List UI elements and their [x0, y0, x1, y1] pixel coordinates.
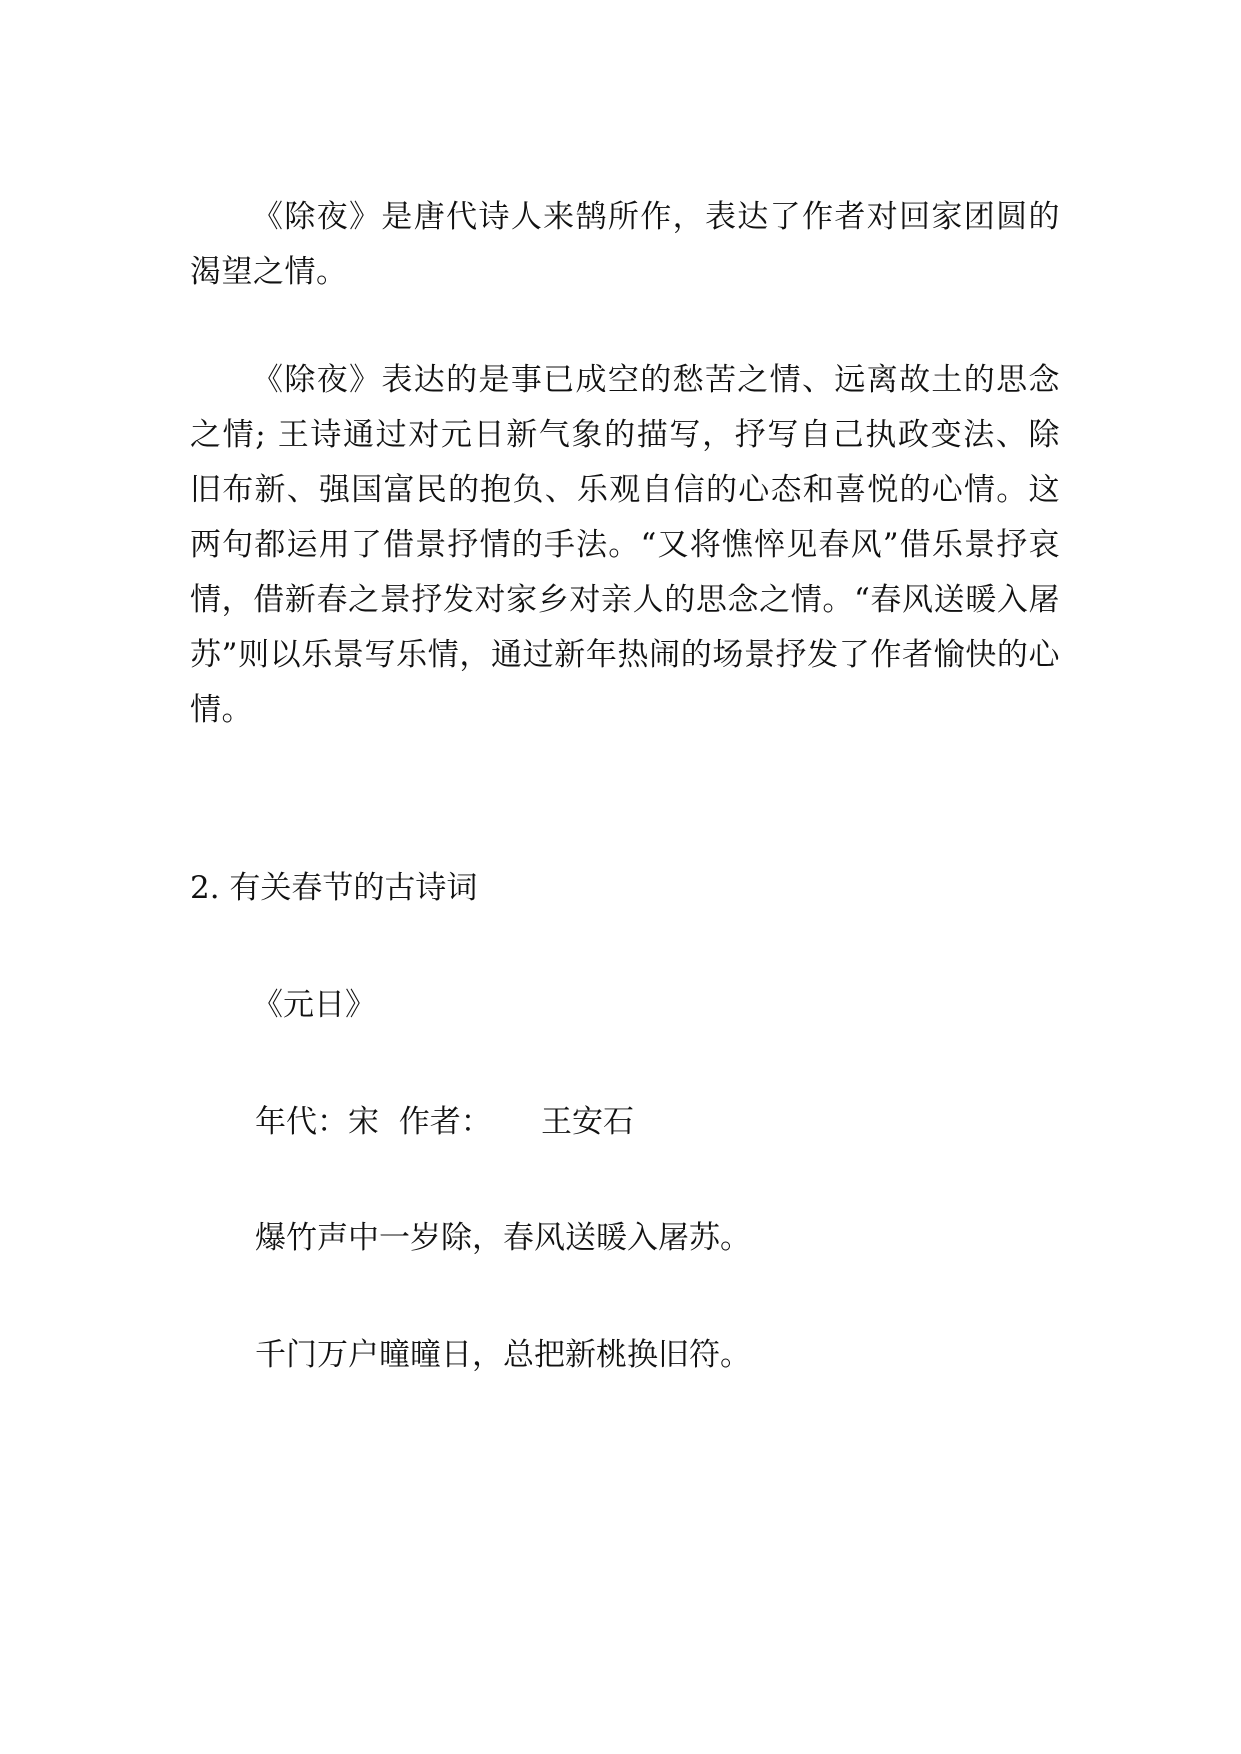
poem-line-1: 爆竹声中一岁除，春风送暖入屠苏。: [255, 1220, 751, 1256]
poem-title: 《元日》: [252, 987, 376, 1023]
poem-line-2: 千门万户曈曈日，总把新桃换旧符。: [255, 1337, 751, 1373]
paragraph-1: [190, 190, 1060, 300]
paragraph-2: [190, 353, 1060, 738]
paragraph-2-text: 《除夜》表达的是事已成空的愁苦之情、远离故土的思念之情; 王诗通过对元日新气象的描写，抒写自己执政变法、除旧布新、强国富民的抱负、乐观自信的心态和喜悦的心情。这两句都运用了借景抒情的手法。“又将憔悴见春风”借乐景抒哀情，借新春之景抒发对家乡对亲人的思念之情。“春风送暖入屠苏”则以乐景写乐情，通过新年热闹的场景抒发了作者愉快的心情。: [190, 362, 1060, 728]
poem-meta: 年代：宋 作者： 王安石: [255, 1104, 634, 1140]
paragraph-1-text: 《除夜》是唐代诗人来鹄所作，表达了作者对回家团圆的渴望之情。: [190, 199, 1060, 290]
section-heading: 2. 有关春节的古诗词: [190, 870, 478, 906]
